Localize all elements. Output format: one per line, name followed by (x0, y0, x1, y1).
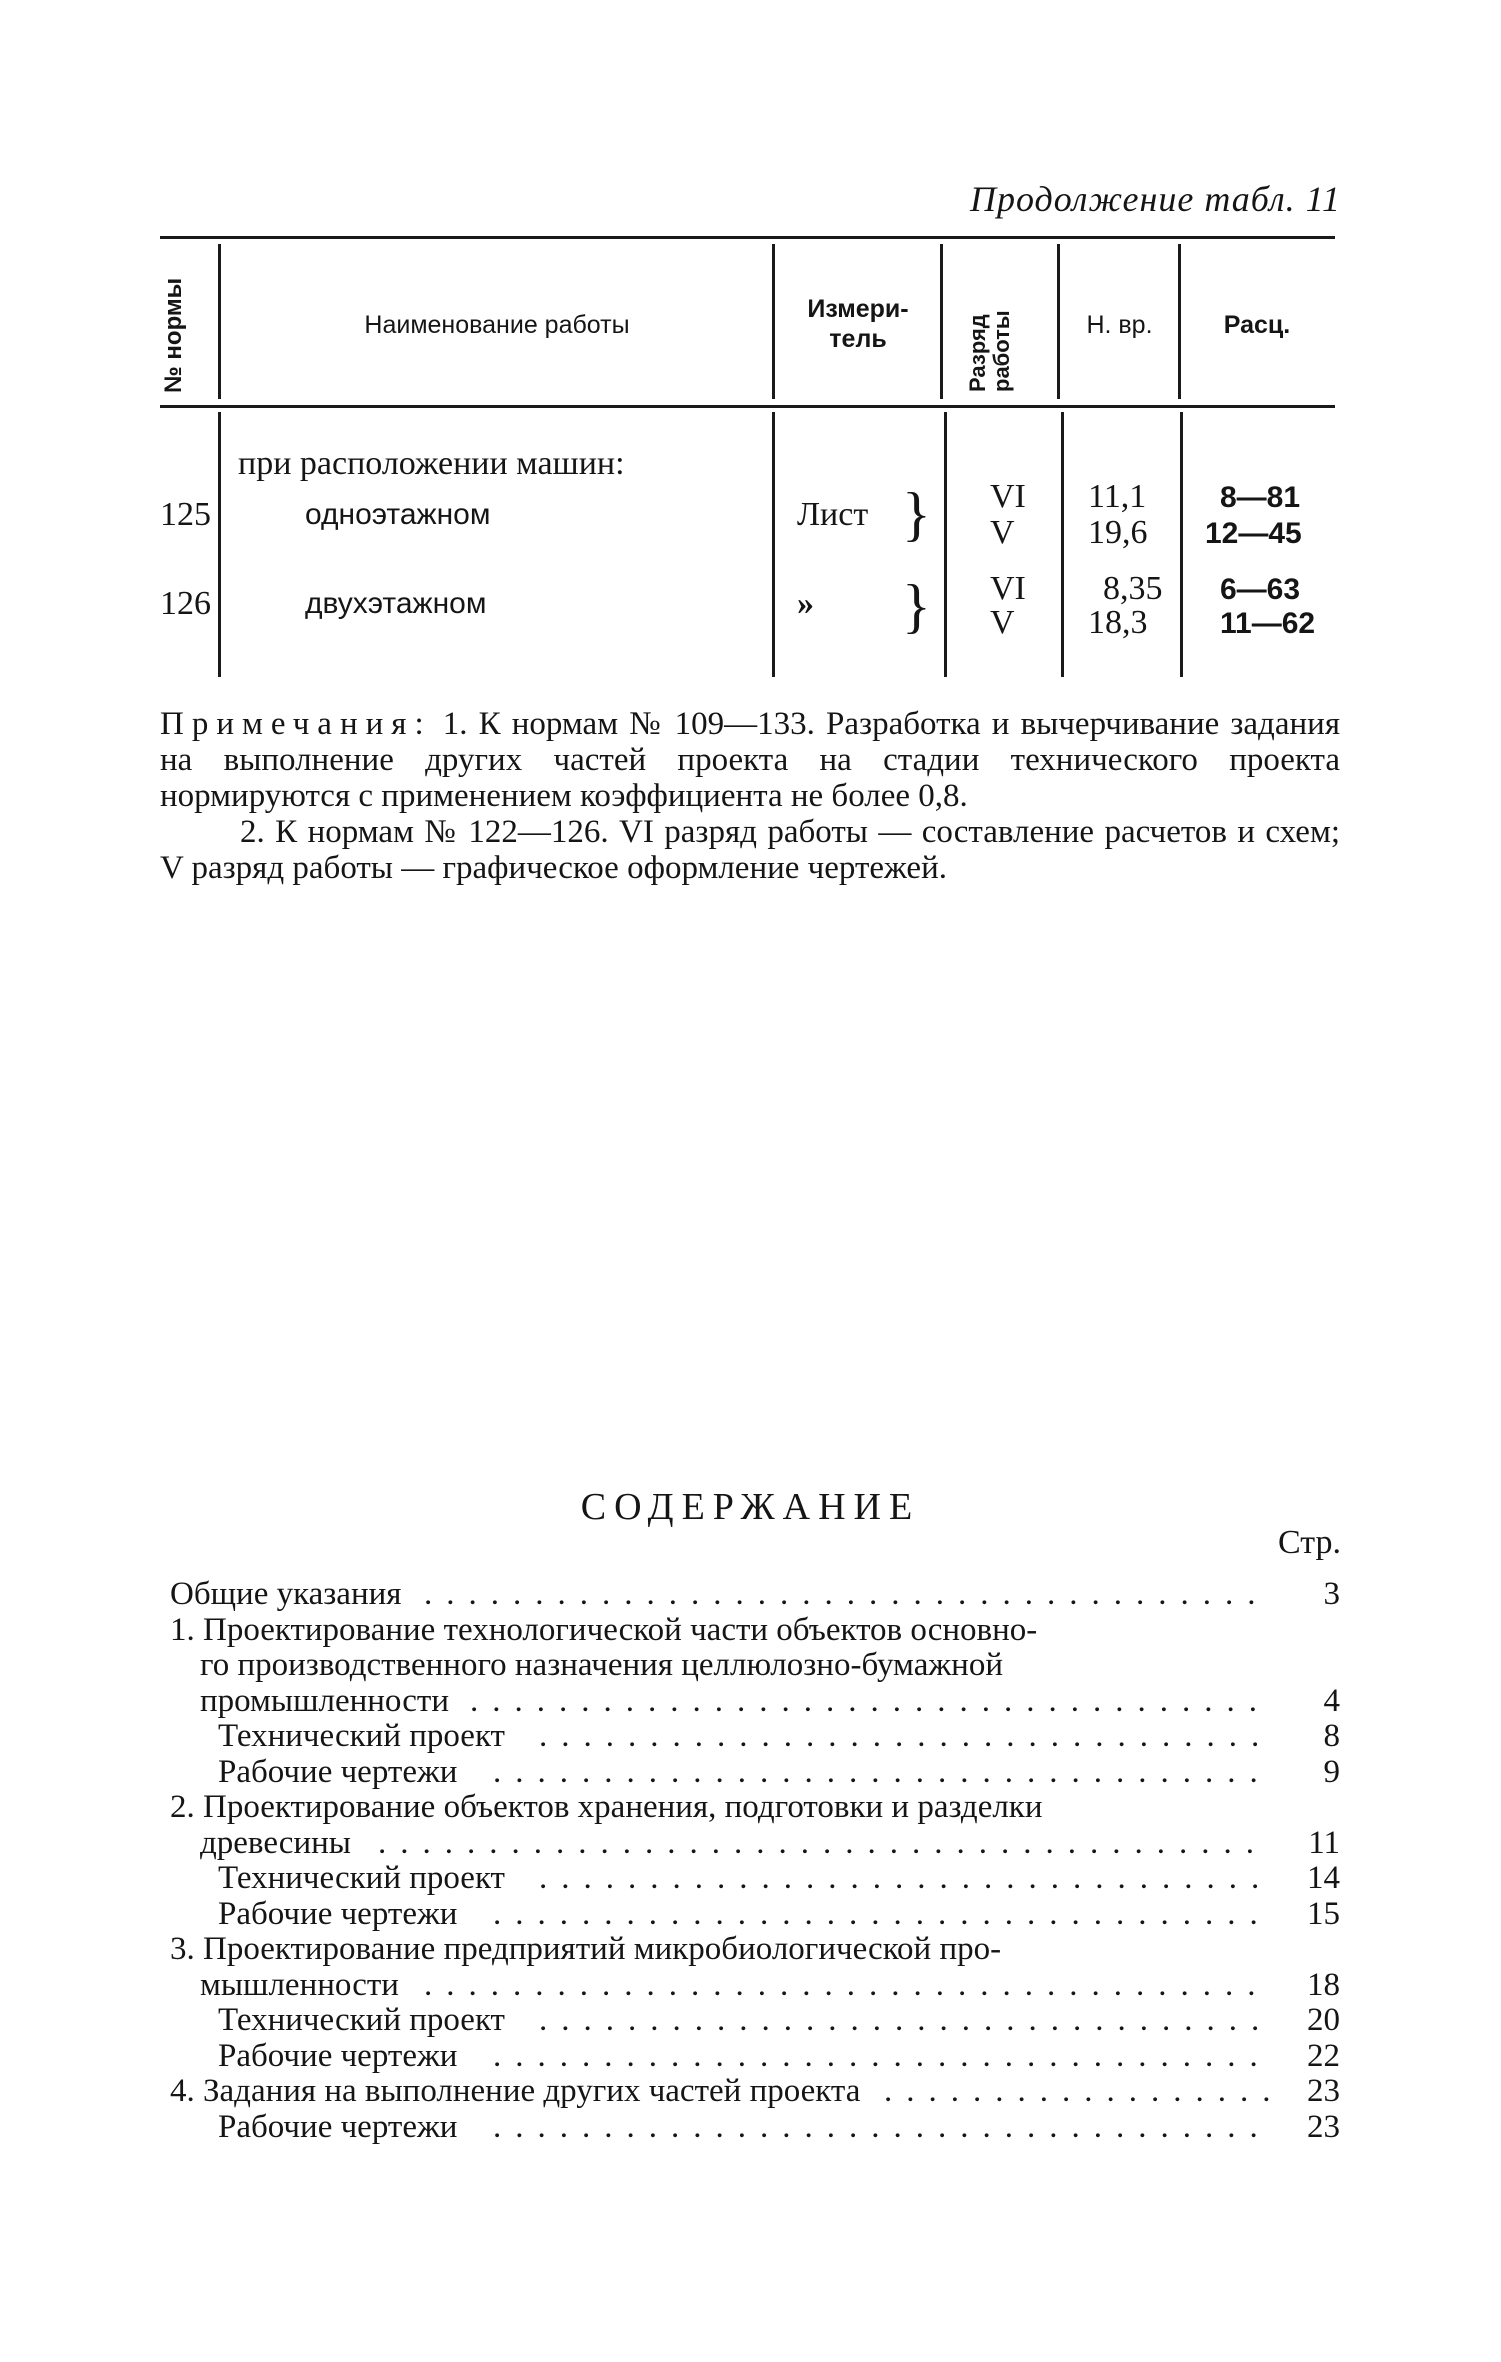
contents-entry (170, 1755, 1340, 1790)
contents-page-number: 23 (1307, 2073, 1340, 2109)
contents-entry (170, 1577, 1340, 1612)
contents-entry-title: промышленности (200, 1682, 449, 1719)
norm-number: 126 (160, 585, 211, 622)
notes-label: Примечания: (160, 706, 432, 742)
contents-page-number: 14 (1307, 1860, 1340, 1896)
unit-value: Лист (797, 496, 869, 533)
work-name: одноэтажном (305, 498, 491, 531)
column-divider (940, 244, 943, 399)
contents-entry-title: Технический проект (218, 1860, 505, 1896)
column-divider (1057, 244, 1060, 399)
note-1-text: 1. К нормам № 109—133. Разработка и вычерчивание задания на выполнение других частей проекта на стадии технического проекта нормируются с применением коэффициента не более 0,8. (160, 706, 1340, 814)
grade-value: V (990, 604, 1015, 641)
contents-entry (170, 1932, 1340, 1967)
contents-entry (170, 1719, 1340, 1754)
contents-page-number: 18 (1307, 1966, 1340, 2003)
dot-leader: .................................... (470, 1682, 1271, 1719)
contents-entry (170, 1826, 1340, 1861)
contents-entry-title: Технический проект (218, 2002, 505, 2038)
contents-entry-title: 2. Проектирование объектов хранения, подготовки и разделки (170, 1789, 1043, 1825)
note-1 (160, 706, 1340, 814)
grouping-brace: } (902, 573, 931, 639)
norm-number: 125 (160, 496, 211, 533)
contents-entry (170, 1968, 1340, 2003)
contents-page-number: 15 (1307, 1895, 1340, 1932)
contents-entry-title: Рабочие чертежи (218, 1753, 458, 1790)
time-value: 19,6 (1088, 514, 1148, 551)
column-divider (944, 412, 947, 677)
header-norm-number: № нормы (160, 277, 187, 393)
dot-leader: ................................. (539, 1860, 1274, 1896)
contents-page-number: 22 (1307, 2037, 1340, 2074)
column-divider (1180, 412, 1183, 677)
rate-value: 6—63 (1220, 573, 1301, 606)
dot-leader: ................................... (493, 2037, 1272, 2074)
dot-leader: ...................................... (424, 1966, 1270, 2003)
contents-entry (170, 1897, 1340, 1932)
contents-entry (170, 2074, 1340, 2109)
header-time: Н. вр. (1086, 311, 1153, 339)
dot-leader: ...................................... (424, 1576, 1270, 1612)
contents-entry (170, 2039, 1340, 2074)
unit-value: » (797, 585, 814, 622)
contents-entry-title: Общие указания (170, 1576, 402, 1612)
table-continuation-caption: Продолжение табл. 11 (969, 179, 1341, 219)
dot-leader: ................................. (539, 1718, 1274, 1754)
contents-entry (170, 2110, 1340, 2145)
dot-leader: ................................... (493, 1753, 1272, 1790)
time-value: 8,35 (1103, 570, 1163, 607)
section-label: при расположении машин: (238, 445, 625, 482)
contents-entry-title: 1. Проектирование технологической части объектов основно- (170, 1611, 1038, 1648)
column-divider (1061, 412, 1064, 677)
contents-page-number: 3 (1323, 1576, 1340, 1612)
contents-entry-title: Рабочие чертежи (218, 2037, 458, 2074)
contents-entry-title: мышленности (200, 1966, 399, 2003)
contents-entry-title: древесины (200, 1824, 351, 1861)
contents-entry (170, 1613, 1340, 1648)
time-value: 18,3 (1088, 604, 1148, 641)
header-unit: Измери- тель (807, 295, 909, 353)
contents-page-number: 4 (1323, 1682, 1340, 1719)
contents-page-number: 20 (1307, 2002, 1340, 2038)
header-work-name: Наименование работы (364, 311, 630, 339)
contents-entry (170, 2003, 1340, 2038)
grade-value: VI (990, 570, 1026, 607)
contents-page-number: 8 (1323, 1718, 1340, 1754)
dot-leader: ........................................ (378, 1824, 1268, 1861)
contents-entry-title: 3. Проектирование предприятий микробиологической про- (170, 1931, 1002, 1967)
work-name: двухэтажном (305, 587, 487, 620)
dot-leader: ................................. (539, 2002, 1274, 2038)
column-divider (1178, 244, 1181, 399)
contents-page-number: 9 (1323, 1753, 1340, 1790)
grade-value: V (990, 514, 1015, 551)
grade-value: VI (990, 478, 1026, 515)
column-divider (218, 244, 221, 399)
rate-value: 12—45 (1205, 517, 1302, 550)
contents-entry (170, 1648, 1340, 1683)
contents-page-column-heading: Стр. (1277, 1524, 1341, 1561)
header-rate: Расц. (1223, 311, 1291, 339)
contents-entry-title: го производственного назначения целлюлозно-бумажной (200, 1647, 1003, 1683)
contents-page-number: 11 (1308, 1824, 1340, 1861)
column-divider (772, 244, 775, 399)
rate-value: 11—62 (1220, 607, 1316, 640)
dot-leader: ................................... (493, 2108, 1272, 2145)
contents-entry-title: Рабочие чертежи (218, 2108, 458, 2145)
table-header-rule (160, 405, 1335, 408)
contents-entry-title: Технический проект (218, 1718, 505, 1754)
contents-title: СОДЕРЖАНИЕ (580, 1486, 921, 1528)
column-divider (218, 412, 221, 677)
table-notes (160, 706, 1340, 886)
grouping-brace: } (902, 481, 931, 547)
contents-entry (170, 1790, 1340, 1825)
column-divider (772, 412, 775, 677)
contents-entry-title: 4. Задания на выполнение других частей проекта (170, 2073, 861, 2109)
table-top-rule (160, 236, 1335, 239)
contents-page-number: 23 (1307, 2108, 1340, 2145)
dot-leader: ................................... (493, 1895, 1272, 1932)
rate-value: 8—81 (1220, 481, 1301, 514)
contents-entry (170, 1684, 1340, 1719)
contents-entry-title: Рабочие чертежи (218, 1895, 458, 1932)
header-grade: Разряд работы (965, 310, 1014, 392)
contents-entry (170, 1861, 1340, 1896)
note-2: 2. К нормам № 122—126. VI разряд работы — составление расчетов и схем; V разряд работы — графическое оформление чертежей. (160, 814, 1340, 886)
time-value: 11,1 (1088, 478, 1147, 515)
dot-leader: .................. (884, 2073, 1285, 2109)
